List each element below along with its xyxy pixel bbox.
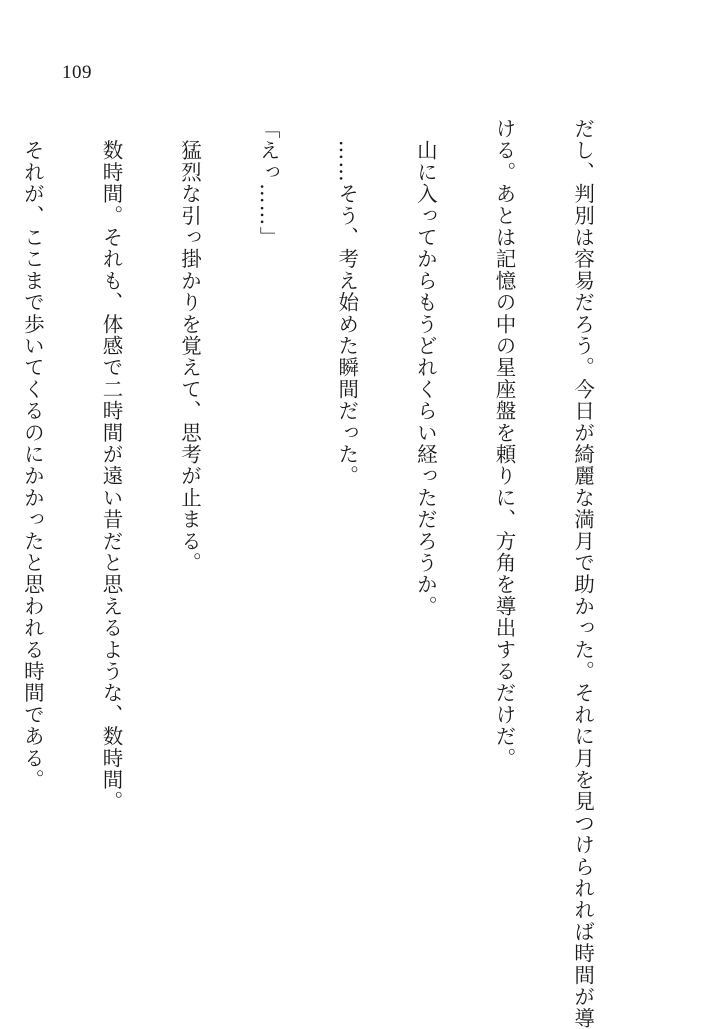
text-line: 「えっ……」 (256, 118, 281, 249)
body-text (0, 118, 648, 1029)
text-line: ……そう、考え始めた瞬間だった。 (334, 118, 359, 487)
text-line: それが、ここまで歩いてくるのにかかったと思われる時間である。 (20, 118, 45, 791)
text-line: 猛烈な引っ掛かりを覚えて、思考が止まる。 (177, 118, 202, 574)
text-line: 数時間。それも、体感で二時間が遠い昔だと思えるような、数時間。 (98, 118, 123, 813)
page-number: 109 (62, 62, 92, 83)
text-line: だし、判別は容易だろう。今日が綺麗な満月で助かった。それに月を見つけられれば時間が導 (570, 118, 595, 1029)
text-line: 山に入ってからもうどれくらい経っただろうか。 (413, 118, 438, 618)
text-line: ける。あとは記憶の中の星座盤を頼りに、方角を導出するだけだ。 (491, 118, 516, 769)
